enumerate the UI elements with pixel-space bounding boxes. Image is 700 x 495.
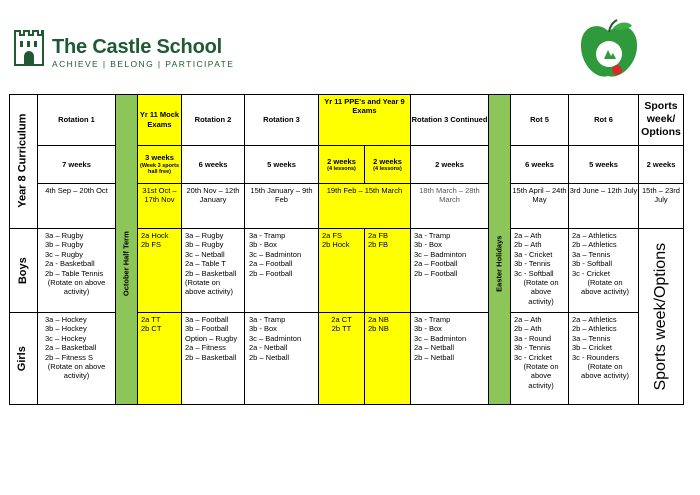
rotation-1-girls: 3a – Hockey 3b – Hockey 3c – Hockey 2a – Basketball 2b – Fitness S (Rotate on above activity) — [38, 313, 116, 405]
rot-5-weeks: 6 weeks — [511, 146, 569, 184]
rotation-1-weeks: 7 weeks — [38, 146, 116, 184]
mock-exams-weeks: 3 weeks (Week 3 sports hall free) — [138, 146, 182, 184]
rot-5-boys: 2a – Ath 2b – Ath 3a - Cricket 3b - Tennis 3c - Softball (Rotate on above activity) — [511, 229, 569, 313]
rotation-1-header: Rotation 1 — [38, 94, 116, 146]
rotation-3-dates: 15th January – 9th Feb — [245, 184, 319, 229]
ppe-girls-a: 2a CT 2b TT — [319, 313, 365, 405]
rotation-3-continued-weeks: 2 weeks — [411, 146, 489, 184]
ppe-weeks-b: 2 weeks (4 lessons) — [365, 146, 411, 184]
apple-logo-icon — [574, 18, 644, 84]
ppe-girls-b: 2a NB 2b NB — [365, 313, 411, 405]
curriculum-table — [9, 94, 684, 405]
rotation-1-dates: 4th Sep – 20th Oct — [38, 184, 116, 229]
rot-6-boys: 2a – Athletics 2b – Athletics 3a – Tennis 3b - Softball 3c - Cricket (Rotate on above activity) — [569, 229, 639, 313]
ppe-boys-a: 2a FS 2b Hock — [319, 229, 365, 313]
rot-5-dates: 15th April – 24th May — [511, 184, 569, 229]
ppe-dates: 19th Feb – 15th March — [319, 184, 411, 229]
rot-6-weeks: 5 weeks — [569, 146, 639, 184]
boys-row-label: Boys — [9, 229, 38, 313]
rotation-3-continued-dates: 18th March – 28th March — [411, 184, 489, 229]
school-name: The Castle School — [52, 36, 222, 58]
rotation-2-boys: 3a – Rugby 3b – Rugby 3c – Netball 2a – Table T 2b – Basketball (Rotate on above activity) — [182, 229, 245, 313]
rotation-3-girls: 3a - Tramp 3b - Box 3c – Badminton 2a - Netball 2b – Netball — [245, 313, 319, 405]
rotation-1-boys: 3a – Rugby 3b – Rugby 3c – Rugby 2a - Basketball 2b – Table Tennis (Rotate on above activity) — [38, 229, 116, 313]
rotation-3-boys: 3a - Tramp 3b - Box 3c – Badminton 2a – Football 2b – Football — [245, 229, 319, 313]
year-8-curriculum-label: Year 8 Curriculum — [9, 94, 38, 229]
sports-week-options-vertical: Sports week/Options — [639, 229, 684, 405]
sports-week-header: Sports week/ Options — [639, 94, 684, 146]
sports-week-dates: 15th – 23rd July — [639, 184, 684, 229]
rotation-3-header: Rotation 3 — [245, 94, 319, 146]
castle-tower-icon — [14, 30, 44, 66]
school-header — [14, 28, 274, 70]
mock-exams-girls: 2a TT 2b CT — [138, 313, 182, 405]
school-tagline: ACHIEVE | BELONG | PARTICIPATE — [52, 59, 235, 69]
mock-exams-boys: 2a Hock 2b FS — [138, 229, 182, 313]
ppe-weeks-a: 2 weeks (4 lessons) — [319, 146, 365, 184]
rotation-3-continued-girls: 3a - Tramp 3b - Box 3c – Badminton 2a – Netball 2b – Netball — [411, 313, 489, 405]
mock-exams-header: Yr 11 Mock Exams — [138, 94, 182, 146]
girls-row-label: Girls — [9, 313, 38, 405]
rotation-2-girls: 3a – Football 3b – Football Option – Rugby 2a – Fitness 2b – Basketball — [182, 313, 245, 405]
rotation-2-weeks: 6 weeks — [182, 146, 245, 184]
rot-6-girls: 2a – Athletics 2b – Athletics 3a – Tennis 3b – Cricket 3c - Rounders (Rotate on above activity) — [569, 313, 639, 405]
rot-6-header: Rot 6 — [569, 94, 639, 146]
rotation-3-continued-boys: 3a - Tramp 3b - Box 3c – Badminton 2a – Football 2b – Football — [411, 229, 489, 313]
ppe-boys-b: 2a FB 2b FB — [365, 229, 411, 313]
easter-holidays-bar: Easter Holidays — [489, 94, 511, 405]
rot-5-girls: 2a – Ath 2b – Ath 3a - Round 3b - Tennis 3c - Cricket (Rotate on above activity) — [511, 313, 569, 405]
mock-exams-dates: 31st Oct – 17th Nov — [138, 184, 182, 229]
rot-6-dates: 3rd June – 12th July — [569, 184, 639, 229]
rotation-2-dates: 20th Nov – 12th January — [182, 184, 245, 229]
rot-5-header: Rot 5 — [511, 94, 569, 146]
ppe-exams-header: Yr 11 PPE's and Year 9 Exams — [319, 94, 411, 146]
october-half-term-bar: October Half Term — [116, 94, 138, 405]
sports-week-weeks: 2 weeks — [639, 146, 684, 184]
rotation-2-header: Rotation 2 — [182, 94, 245, 146]
rotation-3-weeks: 5 weeks — [245, 146, 319, 184]
rotation-3-continued-header: Rotation 3 Continued — [411, 94, 489, 146]
